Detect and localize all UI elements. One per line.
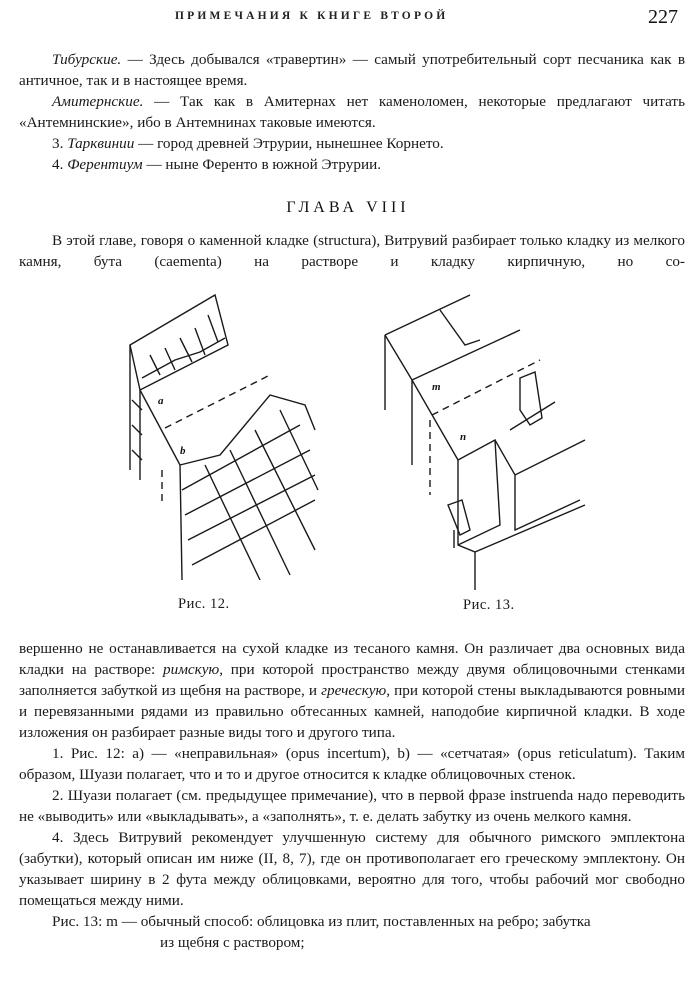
chapter-intro-continuation: вершенно не останавливается на сухой кладке из тесаного камня. Он различает два основных вида кладки на растворе: римскую, при которой пространство между двумя облицовочными стенками заполняется забуткой из щебня на растворе, и греческую, при которой стены выкладываются ровными и перевязанными рядами из правильно обтесанных камней, наподобие кирпичной кладки. В ходе изложения он разбирает разные виды того и другого типа. <box>19 640 685 741</box>
chapter-title: ГЛАВА VIII <box>286 199 410 216</box>
figure-13-label-m: m <box>432 381 441 393</box>
note-tiburtine: Тибурские. — Здесь добывался «травертин» — самый употребительный сорт песчаника как в античное, так и в настоящее время. <box>19 51 685 89</box>
figure-13 <box>370 290 590 620</box>
note-1: 1. Рис. 12: a) — «неправильная» (opus incertum), b) — «сетчатая» (opus reticulatum). Таким образом, Шуази полагает, что и то и другое относится к кладке облицовочных стенок. <box>19 745 685 783</box>
figure-12-label-a: a <box>158 395 164 407</box>
facing-slab-bottom <box>458 440 585 552</box>
note-4-emplecton: 4. Здесь Витрувий рекомендует улучшенную систему для обычного римского эмплектона (забутки), который описан им ниже (II, 8, 7), где он противополагает его греческому эмплектону. Он указывает ширину в 2 фута между облицовками, вероятно для того, чтобы рабочий мог свободно помещаться между ними. <box>19 829 685 909</box>
facing-slab-top <box>385 295 520 380</box>
figure-13-label-n: n <box>460 431 467 443</box>
page-header <box>0 8 696 30</box>
figure-12-drawing <box>120 290 320 600</box>
note-2: 2. Шуази полагает (см. предыдущее примечание), что в первой фразе instruenda надо переводить не «выводить» или «выкладывать», а «заполнять», т. е. делать забутку из очень мелкого камня. <box>19 787 685 825</box>
figure-12-caption: Рис. 12. <box>178 596 230 612</box>
figure-12 <box>120 290 320 620</box>
figure-13-caption: Рис. 13. <box>463 597 515 613</box>
body-text <box>19 638 685 953</box>
running-title: ПРИМЕЧАНИЯ К КНИГЕ ВТОРОЙ <box>175 10 449 22</box>
note-4: 4. Ферентиум — ныне Ференто в южной Этрурии. <box>52 156 382 173</box>
chapter-intro <box>19 230 685 272</box>
fig13-note-line1: Рис. 13: m — обычный способ: облицовка из плит, поставленных на ребро; забутка <box>52 913 591 930</box>
fig13-note-line2: из щебня с раствором; <box>160 934 305 951</box>
page-number: 227 <box>648 6 678 28</box>
figure-13-drawing <box>370 290 590 600</box>
note-3: 3. Тарквинии — город древней Этрурии, нынешнее Корнето. <box>52 135 444 152</box>
notes-top <box>19 49 685 175</box>
figure-12-label-b: b <box>180 445 186 457</box>
note-amiternine: Амитернские. — Так как в Амитернах нет каменоломен, некоторые предлагают читать «Антемнинские», ибо в Антемнинах таковые имеются. <box>19 93 685 131</box>
clamp-top <box>510 372 555 430</box>
chapter-intro-text: В этой главе, говоря о каменной кладке (structura), Витрувий разбирает только кладку из мелкого камня, бута (caementa) на растворе и кладку кирпичную, но со- <box>19 232 685 270</box>
